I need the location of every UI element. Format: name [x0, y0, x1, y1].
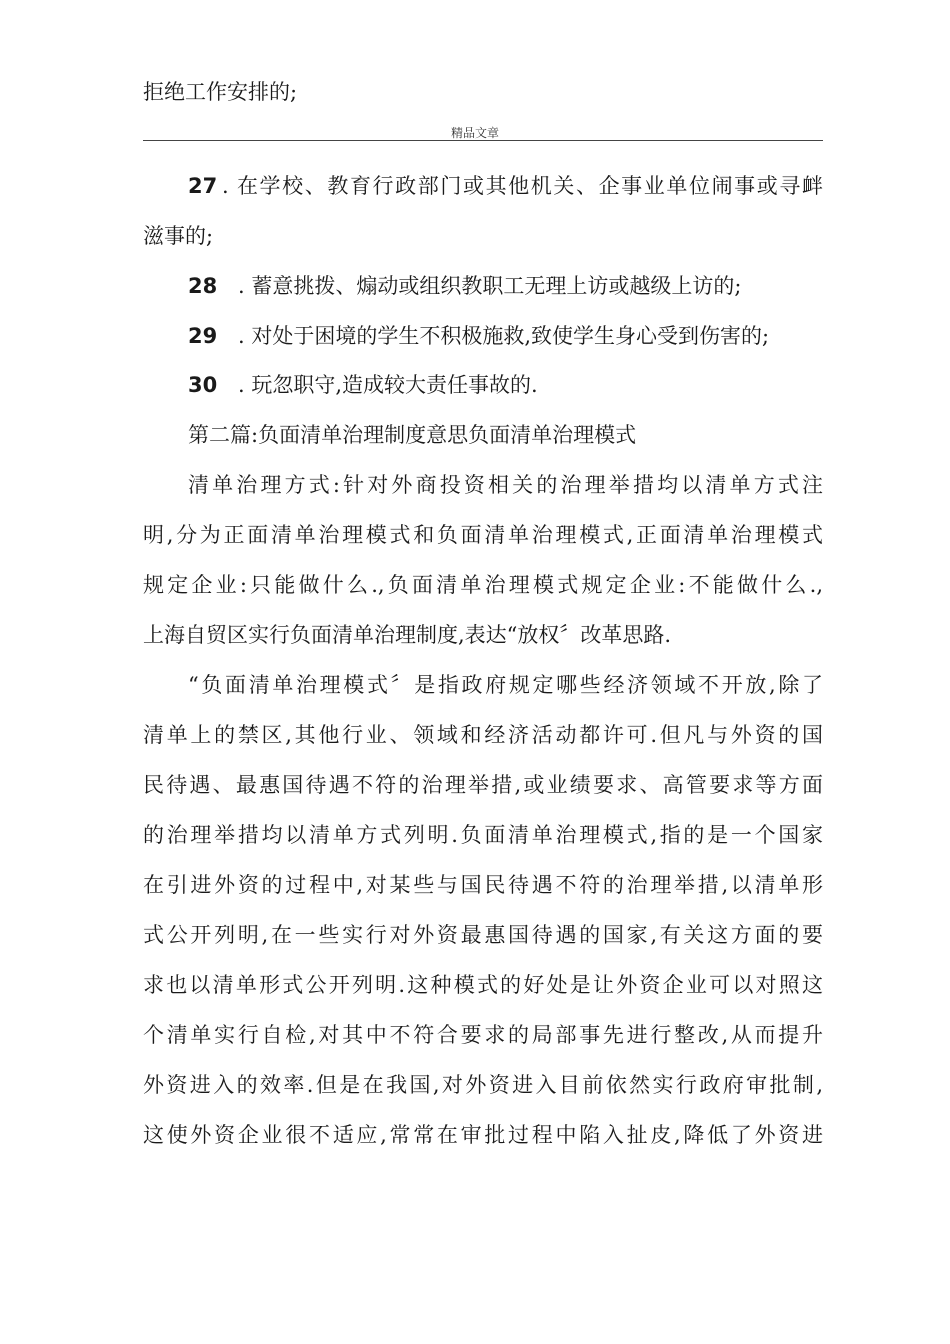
paragraph-line: 在引进外资的过程中,对某些与国民待遇不符的治理举措,以清单形	[143, 873, 823, 897]
paragraph-line: 式公开列明,在一些实行对外资最惠国待遇的国家,有关这方面的要	[143, 923, 823, 947]
paragraph-line: 的治理举措均以清单方式列明.负面清单治理模式,指的是一个国家	[143, 823, 823, 847]
item-text: . 对处于困境的学生不积极施救,致使学生身心受到伤害的;	[238, 324, 770, 348]
header-divider	[143, 140, 823, 141]
item-text: . 玩忽职守,造成较大责任事故的.	[238, 373, 538, 397]
paragraph-line: 规定企业:只能做什么.,负面清单治理模式规定企业:不能做什么.,	[143, 573, 823, 597]
paragraph-line: 求也以清单形式公开列明.这种模式的好处是让外资企业可以对照这	[143, 973, 823, 997]
paragraph-line: 明,分为正面清单治理模式和负面清单治理模式,正面清单治理模式	[143, 523, 823, 547]
item-number: 29	[188, 324, 218, 348]
paragraph-line: 个清单实行自检,对其中不符合要求的局部事先进行整改,从而提升	[143, 1023, 823, 1047]
item-text: . 蓄意挑拨、煽动或组织教职工无理上访或越级上访的;	[238, 274, 742, 298]
item-number: 30	[188, 373, 218, 397]
item-text: . 在学校、教育行政部门或其他机关、企事业单位闹事或寻衅	[222, 174, 823, 198]
item-number: 28	[188, 274, 218, 298]
paragraph-line: 清单治理方式:针对外商投资相关的治理举措均以清单方式注	[188, 473, 823, 497]
page-header-label: 精品文章	[450, 126, 499, 140]
item-text-continued: 滋事的;	[143, 224, 214, 248]
item-number: 27	[188, 174, 218, 198]
paragraph-line: “负面清单治理模式〞是指政府规定哪些经济领域不开放,除了	[188, 673, 823, 697]
paragraph-line: 外资进入的效率.但是在我国,对外资进入目前依然实行政府审批制,	[143, 1073, 823, 1097]
paragraph-line: 民待遇、最惠国待遇不符的治理举措,或业绩要求、高管要求等方面	[143, 773, 823, 797]
paragraph-line: 清单上的禁区,其他行业、领域和经济活动都许可.但凡与外资的国	[143, 723, 823, 747]
top-line: 拒绝工作安排的;	[143, 80, 298, 104]
paragraph-line: 这使外资企业很不适应,常常在审批过程中陷入扯皮,降低了外资进	[143, 1123, 823, 1147]
paragraph-line: 上海自贸区实行负面清单治理制度,表达“放权〞改革思路.	[143, 623, 672, 647]
section-title: 第二篇:负面清单治理制度意思负面清单治理模式	[188, 423, 637, 447]
